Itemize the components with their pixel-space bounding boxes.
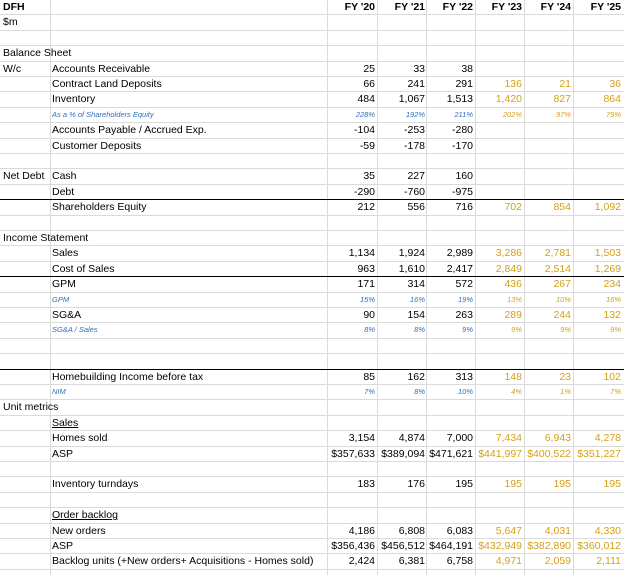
cos-value-2[interactable]: 2,417 xyxy=(446,262,473,275)
homes_sold-value-0[interactable]: 3,154 xyxy=(348,432,375,445)
new_orders-value-1[interactable]: 6,808 xyxy=(398,524,425,537)
sheet-row xyxy=(0,293,624,308)
gpm-value-3[interactable]: 436 xyxy=(504,278,522,291)
se-value-4[interactable]: 854 xyxy=(553,201,571,214)
year-header[interactable]: FY '23 xyxy=(491,1,522,13)
turndays-value-1[interactable]: 176 xyxy=(407,478,425,491)
ar-value-0[interactable]: 25 xyxy=(363,62,375,75)
sheet-row xyxy=(0,308,624,323)
debt-label[interactable]: Debt xyxy=(52,185,75,198)
hib-label[interactable]: Homebuilding Income before tax xyxy=(52,370,204,383)
turndays-value-4[interactable]: 195 xyxy=(553,478,571,491)
inv_pct-value-4[interactable]: 97% xyxy=(555,109,571,119)
sheet-row xyxy=(0,62,624,77)
asp2-value-3[interactable]: $432,949 xyxy=(478,540,522,552)
ar-label[interactable]: Accounts Receivable xyxy=(52,62,151,75)
cld-value-5[interactable]: 36 xyxy=(609,78,621,90)
se-label[interactable]: Shareholders Equity xyxy=(52,201,147,214)
nim-value-1[interactable]: 8% xyxy=(414,387,425,396)
asp1-value-4[interactable]: $400,522 xyxy=(527,447,571,460)
sales-value-4[interactable]: 2,781 xyxy=(544,247,571,260)
cld-value-1[interactable]: 241 xyxy=(407,78,425,90)
gpm-value-5[interactable]: 234 xyxy=(603,278,621,291)
inv_pct-value-2[interactable]: 211% xyxy=(454,109,473,119)
turndays-value-5[interactable]: 195 xyxy=(603,478,621,491)
sga-value-5[interactable]: 132 xyxy=(603,309,621,321)
backlog-label[interactable]: Backlog units (+New orders+ Acquisitions - Homes sold) xyxy=(52,555,314,568)
asp1-label[interactable]: ASP xyxy=(52,447,74,460)
hib-value-3[interactable]: 148 xyxy=(504,370,522,383)
sheet-row xyxy=(0,431,624,446)
sga-value-4[interactable]: 244 xyxy=(553,309,571,321)
sheet-row xyxy=(0,0,624,15)
backlog-value-3[interactable]: 4,971 xyxy=(495,555,522,568)
homes_sold-label[interactable]: Homes sold xyxy=(52,432,108,445)
cd-value-2[interactable]: -170 xyxy=(451,139,473,152)
new_orders-value-3[interactable]: 5,647 xyxy=(495,524,522,537)
gpm_pct-value-0[interactable]: 15% xyxy=(359,294,375,304)
inv_pct-label[interactable]: As a % of Shareholders Equity xyxy=(52,109,154,119)
inv-value-5[interactable]: 864 xyxy=(603,93,621,106)
units-label[interactable]: $m xyxy=(3,16,18,29)
backlog-value-2[interactable]: 6,758 xyxy=(446,555,473,568)
sga-value-2[interactable]: 263 xyxy=(455,309,473,321)
cld-label[interactable]: Contract Land Deposits xyxy=(52,78,162,90)
sheet-row xyxy=(0,477,624,492)
ap-value-1[interactable]: -253 xyxy=(403,124,425,137)
inv-value-2[interactable]: 1,513 xyxy=(446,93,473,106)
cash-label[interactable]: Cash xyxy=(52,170,77,183)
backlog-value-4[interactable]: 2,059 xyxy=(544,555,571,568)
homes_sold-value-4[interactable]: 6,943 xyxy=(544,432,571,445)
homes_sold-value-3[interactable]: 7,434 xyxy=(495,432,522,445)
sga-label[interactable]: SG&A xyxy=(52,309,82,321)
asp1-value-1[interactable]: $389,094 xyxy=(381,447,425,460)
sheet-row xyxy=(0,46,624,61)
inv_pct-value-1[interactable]: 192% xyxy=(405,109,425,119)
cd-value-1[interactable]: -178 xyxy=(403,139,425,152)
turndays-label[interactable]: Inventory turndays xyxy=(52,478,139,491)
cld-value-4[interactable]: 21 xyxy=(559,78,571,90)
ar-value-1[interactable]: 33 xyxy=(413,62,425,75)
sales-value-5[interactable]: 1,503 xyxy=(594,247,621,260)
nim-value-3[interactable]: 4% xyxy=(511,387,522,396)
sheet-row xyxy=(0,15,624,30)
sheet-row xyxy=(0,524,624,539)
se-value-0[interactable]: 212 xyxy=(357,201,375,214)
year-header[interactable]: FY '22 xyxy=(442,1,473,13)
debt-value-0[interactable]: -290 xyxy=(353,185,375,198)
cos-value-4[interactable]: 2,514 xyxy=(544,262,571,275)
sga_pct-label[interactable]: SG&A / Sales xyxy=(52,325,98,335)
hib-value-0[interactable]: 85 xyxy=(363,370,375,383)
sheet-row xyxy=(0,554,624,569)
new_orders-value-2[interactable]: 6,083 xyxy=(446,524,473,537)
sheet-row xyxy=(0,323,624,338)
sheet-row xyxy=(0,416,624,431)
nim-value-0[interactable]: 7% xyxy=(364,387,375,396)
debt-value-2[interactable]: -975 xyxy=(451,185,473,198)
sheet-row xyxy=(0,508,624,523)
section-wc[interactable]: W/c xyxy=(3,62,22,75)
homes_sold-value-5[interactable]: 4,278 xyxy=(594,432,621,445)
inv-value-1[interactable]: 1,067 xyxy=(398,93,425,106)
sheet-row xyxy=(0,262,624,277)
sheet-row xyxy=(0,462,624,477)
ar-value-2[interactable]: 38 xyxy=(461,62,473,75)
se-value-1[interactable]: 556 xyxy=(407,201,425,214)
um_sales-label[interactable]: Sales xyxy=(52,416,79,429)
ap-value-0[interactable]: -104 xyxy=(353,124,375,137)
asp2-value-5[interactable]: $360,012 xyxy=(577,540,621,552)
sheet-row xyxy=(0,385,624,400)
turndays-value-2[interactable]: 195 xyxy=(455,478,473,491)
sheet-row xyxy=(0,154,624,169)
hib-value-2[interactable]: 313 xyxy=(455,370,473,383)
sheet-row xyxy=(0,447,624,462)
ap-label[interactable]: Accounts Payable / Accrued Exp. xyxy=(52,124,207,137)
section-balance-sheet[interactable]: Balance Sheet xyxy=(3,47,72,60)
inv-value-3[interactable]: 1,420 xyxy=(495,93,522,106)
sheet-row xyxy=(0,108,624,123)
se-value-3[interactable]: 702 xyxy=(504,201,522,214)
backlog-value-5[interactable]: 2,111 xyxy=(596,555,621,568)
sheet-row xyxy=(0,31,624,46)
inv_pct-value-5[interactable]: 79% xyxy=(605,109,621,119)
section-net-debt[interactable]: Net Debt xyxy=(3,170,45,183)
nim-value-5[interactable]: 7% xyxy=(610,387,621,396)
year-header[interactable]: FY '25 xyxy=(590,1,621,13)
cld-value-3[interactable]: 136 xyxy=(504,78,522,90)
gpm_pct-value-3[interactable]: 13% xyxy=(506,294,522,304)
hib-value-1[interactable]: 162 xyxy=(407,370,425,383)
sales-value-3[interactable]: 3,286 xyxy=(495,247,522,260)
inv-value-0[interactable]: 484 xyxy=(357,93,375,106)
sheet-row xyxy=(0,169,624,184)
nim-value-4[interactable]: 1% xyxy=(560,387,571,396)
sheet-row xyxy=(0,231,624,246)
cos-value-1[interactable]: 1,610 xyxy=(398,262,425,275)
backlog-value-1[interactable]: 6,381 xyxy=(398,555,425,568)
asp2-value-0[interactable]: $356,436 xyxy=(331,540,375,552)
cos-label[interactable]: Cost of Sales xyxy=(52,262,115,275)
sheet-row xyxy=(0,185,624,200)
sheet-row xyxy=(0,339,624,354)
homes_sold-value-1[interactable]: 4,874 xyxy=(398,432,425,445)
nim-value-2[interactable]: 10% xyxy=(457,387,473,396)
year-header[interactable]: FY '21 xyxy=(394,1,425,13)
sga_pct-value-5[interactable]: 9% xyxy=(610,325,621,335)
sheet-row xyxy=(0,539,624,554)
gpm-label[interactable]: GPM xyxy=(52,278,76,291)
new_orders-label[interactable]: New orders xyxy=(52,524,106,537)
cash-value-2[interactable]: 160 xyxy=(455,170,473,183)
sheet-row xyxy=(0,200,624,215)
cld-value-0[interactable]: 66 xyxy=(363,78,375,90)
asp2-label[interactable]: ASP xyxy=(52,540,74,552)
sheet-row xyxy=(0,246,624,261)
gpm-value-1[interactable]: 314 xyxy=(407,278,425,291)
debt-value-1[interactable]: -760 xyxy=(403,185,425,198)
cd-value-0[interactable]: -59 xyxy=(359,139,375,152)
ap-value-2[interactable]: -280 xyxy=(451,124,473,137)
cos-value-0[interactable]: 963 xyxy=(357,262,375,275)
asp2-value-1[interactable]: $456,512 xyxy=(381,540,425,552)
inv_pct-value-0[interactable]: 228% xyxy=(355,109,375,119)
sales-value-2[interactable]: 2,989 xyxy=(446,247,473,260)
inv_pct-value-3[interactable]: 202% xyxy=(502,109,522,119)
sga-value-3[interactable]: 289 xyxy=(504,309,522,321)
inv-label[interactable]: Inventory xyxy=(52,93,96,106)
cos-value-5[interactable]: 1,269 xyxy=(594,262,621,275)
sales-value-0[interactable]: 1,134 xyxy=(348,247,375,260)
new_orders-value-5[interactable]: 4,330 xyxy=(594,524,621,537)
sga_pct-value-3[interactable]: 9% xyxy=(511,325,522,335)
sga_pct-value-1[interactable]: 8% xyxy=(414,325,425,335)
gpm_pct-value-4[interactable]: 10% xyxy=(555,294,571,304)
sheet-row xyxy=(0,354,624,369)
backlog-value-0[interactable]: 2,424 xyxy=(348,555,375,568)
sales-value-1[interactable]: 1,924 xyxy=(398,247,425,260)
sga_pct-value-2[interactable]: 9% xyxy=(462,325,473,335)
asp2-value-4[interactable]: $382,890 xyxy=(527,540,571,552)
gpm_pct-value-5[interactable]: 16% xyxy=(605,294,621,304)
sheet-row xyxy=(0,216,624,231)
order_backlog-label[interactable]: Order backlog xyxy=(52,509,118,522)
sheet-title[interactable]: DFH xyxy=(3,1,25,13)
sheet-row xyxy=(0,370,624,385)
gpm_pct-label[interactable]: GPM xyxy=(52,294,70,304)
sheet-row xyxy=(0,123,624,138)
year-header[interactable]: FY '24 xyxy=(540,1,571,13)
sales-label[interactable]: Sales xyxy=(52,247,79,260)
cash-value-0[interactable]: 35 xyxy=(363,170,375,183)
cld-value-2[interactable]: 291 xyxy=(455,78,473,90)
asp1-value-5[interactable]: $351,227 xyxy=(577,447,621,460)
year-header[interactable]: FY '20 xyxy=(344,1,375,13)
sheet-row xyxy=(0,277,624,292)
gpm-value-4[interactable]: 267 xyxy=(553,278,571,291)
asp2-value-2[interactable]: $464,191 xyxy=(429,540,473,552)
sga-value-0[interactable]: 90 xyxy=(363,309,375,321)
hib-value-5[interactable]: 102 xyxy=(603,370,621,383)
gpm_pct-value-2[interactable]: 19% xyxy=(457,294,473,304)
sga_pct-value-4[interactable]: 9% xyxy=(560,325,571,335)
sheet-row xyxy=(0,493,624,508)
section-income-statement[interactable]: Income Statement xyxy=(3,232,89,244)
sheet-row xyxy=(0,92,624,107)
gpm-value-0[interactable]: 171 xyxy=(357,278,375,291)
sga-value-1[interactable]: 154 xyxy=(407,309,425,321)
sheet-row xyxy=(0,77,624,92)
new_orders-value-4[interactable]: 4,031 xyxy=(544,524,571,537)
asp1-value-2[interactable]: $471,621 xyxy=(429,447,473,460)
asp1-value-3[interactable]: $441,997 xyxy=(478,447,522,460)
sga_pct-value-0[interactable]: 8% xyxy=(364,325,375,335)
inv-value-4[interactable]: 827 xyxy=(553,93,571,106)
nim-label[interactable]: NIM xyxy=(52,387,66,396)
sheet-row xyxy=(0,139,624,154)
cash-value-1[interactable]: 227 xyxy=(407,170,425,183)
turndays-value-3[interactable]: 195 xyxy=(504,478,522,491)
new_orders-value-0[interactable]: 4,186 xyxy=(348,524,375,537)
se-value-5[interactable]: 1,092 xyxy=(594,201,621,214)
homes_sold-value-2[interactable]: 7,000 xyxy=(446,432,473,445)
se-value-2[interactable]: 716 xyxy=(455,201,473,214)
cos-value-3[interactable]: 2,849 xyxy=(495,262,522,275)
section-unit-metrics[interactable]: Unit metrics xyxy=(3,401,59,414)
asp1-value-0[interactable]: $357,633 xyxy=(331,447,375,460)
cd-label[interactable]: Customer Deposits xyxy=(52,139,142,152)
sheet-row xyxy=(0,400,624,415)
turndays-value-0[interactable]: 183 xyxy=(357,478,375,491)
gpm-value-2[interactable]: 572 xyxy=(455,278,473,291)
hib-value-4[interactable]: 23 xyxy=(559,370,571,383)
gpm_pct-value-1[interactable]: 16% xyxy=(409,294,425,304)
